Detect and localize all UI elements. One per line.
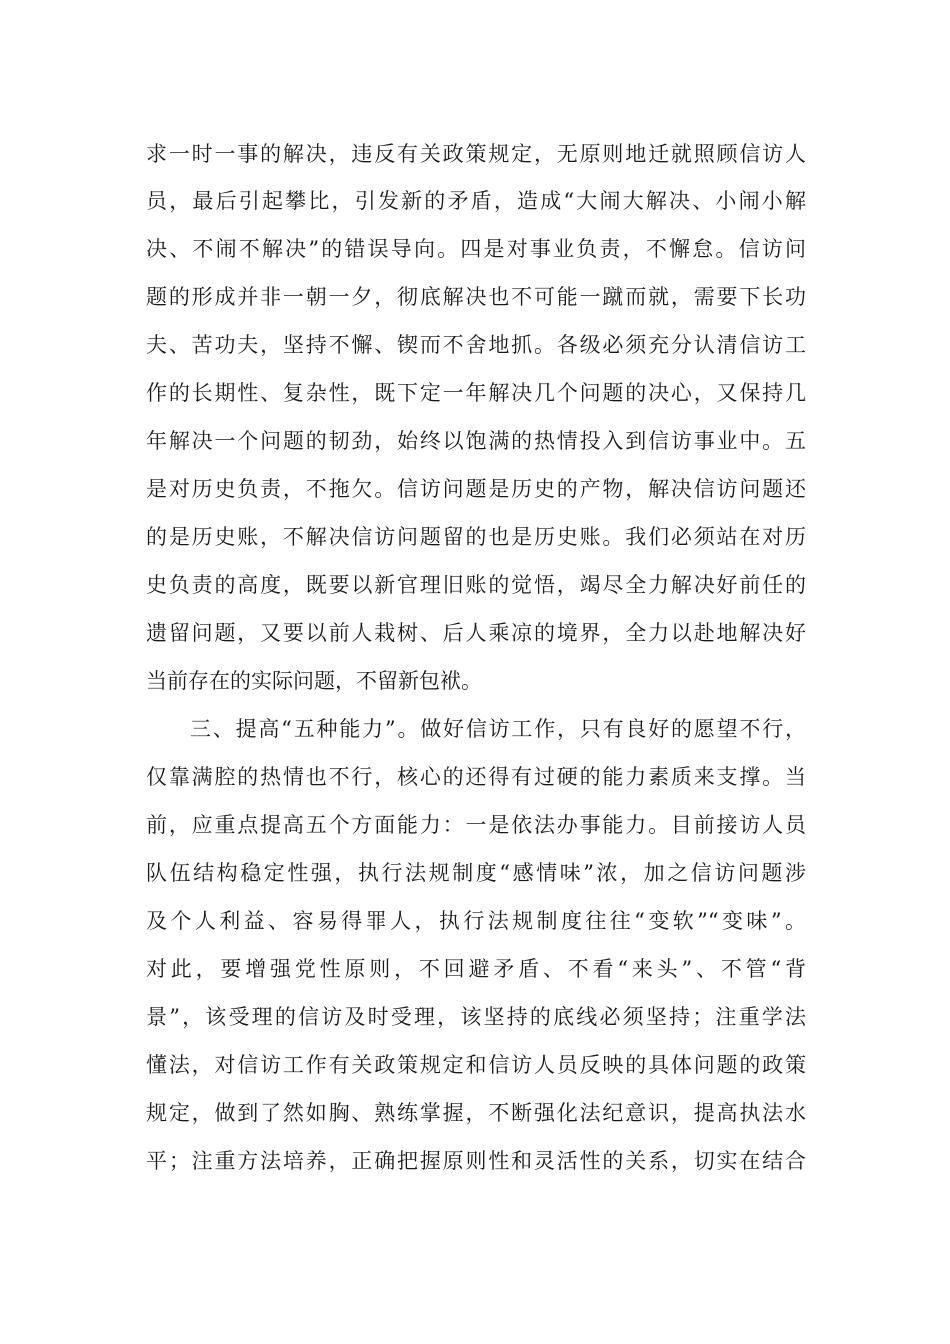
text-line: 规定，做到了然如胸、熟练掌握，不断强化法纪意识，提高执法水 bbox=[146, 1101, 806, 1125]
text-line: 夫、苦功夫，坚持不懈、锲而不舍地抓。各级必须充分认清信访工 bbox=[146, 333, 806, 357]
text-line: 作的长期性、复杂性，既下定一年解决几个问题的决心，又保持几 bbox=[146, 381, 806, 405]
text-line: 员，最后引起攀比，引发新的矛盾，造成“大闹大解决、小闹小解 bbox=[146, 189, 806, 213]
text-line: 队伍结构稳定性强，执行法规制度“感情味”浓，加之信访问题涉 bbox=[146, 861, 806, 885]
text-line: 前，应重点提高五个方面能力：一是依法办事能力。目前接访人员 bbox=[146, 813, 806, 837]
text-line: 仅靠满腔的热情也不行，核心的还得有过硬的能力素质来支撑。当 bbox=[146, 765, 806, 789]
text-line: 年解决一个问题的韧劲，始终以饱满的热情投入到信访事业中。五 bbox=[146, 429, 806, 453]
paragraph-start-line: 三、提高“五种能力”。做好信访工作，只有良好的愿望不行， bbox=[190, 717, 806, 741]
text-line: 平；注重方法培养，正确把握原则性和灵活性的关系，切实在结合 bbox=[146, 1149, 806, 1173]
text-line: 求一时一事的解决，违反有关政策规定，无原则地迁就照顾信访人 bbox=[146, 142, 806, 166]
text-line: 及个人利益、容易得罪人，执行法规制度往往“变软”“变味”。 bbox=[146, 909, 806, 933]
text-line: 题的形成并非一朝一夕，彻底解决也不可能一蹴而就，需要下长功 bbox=[146, 285, 806, 309]
text-line: 决、不闹不解决”的错误导向。四是对事业负责，不懈怠。信访问 bbox=[146, 237, 806, 261]
text-line: 遗留问题，又要以前人栽树、后人乘凉的境界，全力以赴地解决好 bbox=[146, 621, 806, 645]
text-line: 懂法，对信访工作有关政策规定和信访人员反映的具体问题的政策 bbox=[146, 1053, 806, 1077]
text-line: 对此，要增强党性原则，不回避矛盾、不看“来头”、不管“背 bbox=[146, 957, 806, 981]
text-line: 史负责的高度，既要以新官理旧账的觉悟，竭尽全力解决好前任的 bbox=[146, 573, 806, 597]
text-line: 当前存在的实际问题，不留新包袱。 bbox=[146, 669, 482, 693]
text-line: 是对历史负责，不拖欠。信访问题是历史的产物，解决信访问题还 bbox=[146, 477, 806, 501]
text-line: 的是历史账，不解决信访问题留的也是历史账。我们必须站在对历 bbox=[146, 525, 806, 549]
text-line: 景”，该受理的信访及时受理，该坚持的底线必须坚持；注重学法 bbox=[146, 1005, 806, 1029]
